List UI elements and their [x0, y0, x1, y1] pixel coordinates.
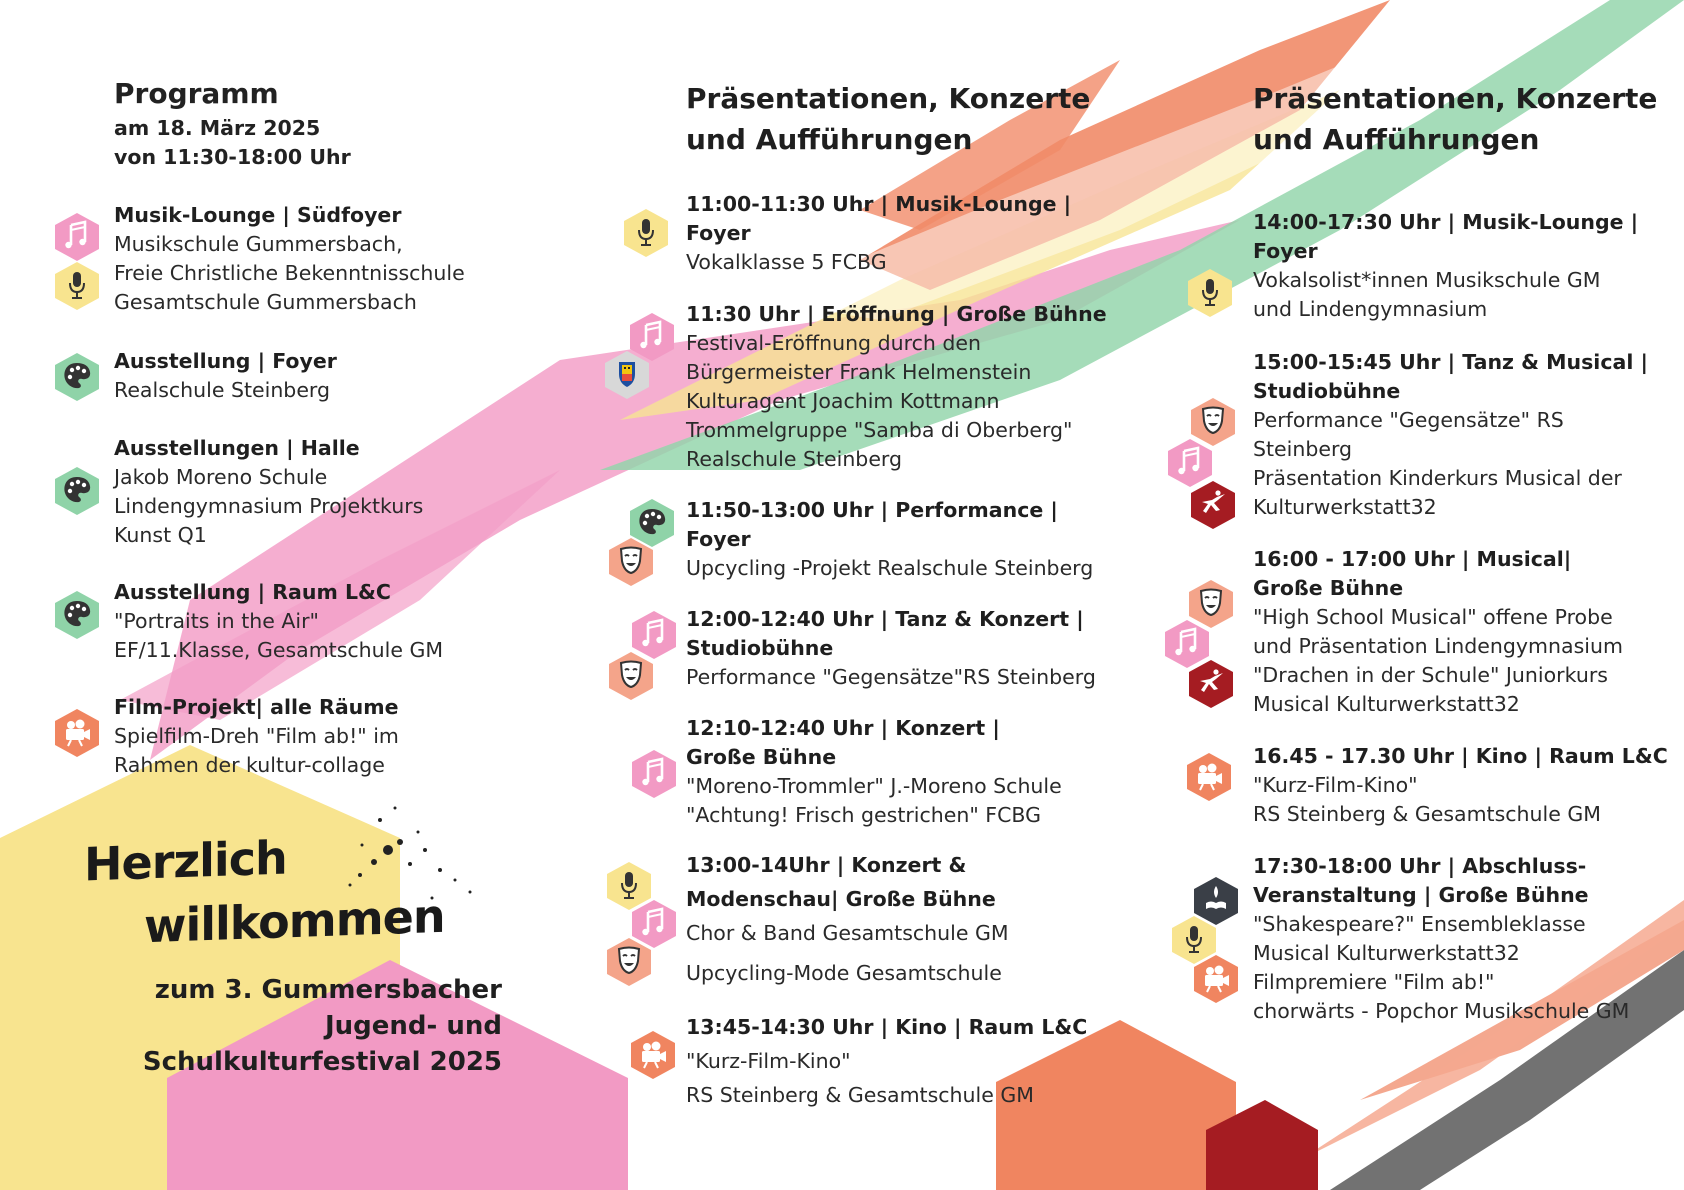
entry-title: 11:30 Uhr | Eröffnung | Große Bühne [686, 302, 1107, 326]
entry-title: Studiobühne [1253, 379, 1401, 403]
subtitle-line: Jugend- und [324, 1011, 502, 1041]
entry-line: "High School Musical" offene Probe [1253, 605, 1613, 629]
entry-title: 17:30-18:00 Uhr | Abschluss- [1253, 854, 1587, 878]
entry-line: Performance "Gegensätze"RS Steinberg [686, 665, 1096, 689]
music-icon [54, 212, 100, 262]
entry-line: Spielfilm-Dreh "Film ab!" im [114, 724, 399, 748]
entry-line: Präsentation Kinderkurs Musical der [1253, 466, 1622, 490]
dancer-icon [1190, 480, 1236, 530]
microphone-icon [1187, 268, 1233, 318]
entry-title: 15:00-15:45 Uhr | Tanz & Musical | [1253, 350, 1648, 374]
camera-icon [630, 1030, 676, 1080]
theater-mask-icon [608, 651, 654, 701]
event-entry [686, 496, 1093, 583]
event-entry [686, 605, 1096, 692]
entry-line: Lindengymnasium Projektkurs [114, 494, 424, 518]
program-entry [114, 201, 465, 317]
entry-title: Foyer [686, 527, 751, 551]
event-entry [686, 300, 1107, 474]
palette-icon [54, 352, 100, 402]
entry-line: und Lindengymnasium [1253, 297, 1488, 321]
entry-line: Vokalsolist*innen Musikschule GM [1253, 268, 1601, 292]
entry-line: Gesamtschule Gummersbach [114, 290, 417, 314]
microphone-icon [54, 261, 100, 311]
entry-title: Ausstellungen | Halle [114, 436, 360, 460]
entry-line: Jakob Moreno Schule [114, 465, 328, 489]
welcome-line2: willkommen [144, 888, 445, 954]
program-time: von 11:30-18:00 Uhr [114, 145, 351, 169]
entry-line: Bürgermeister Frank Helmenstein [686, 360, 1032, 384]
heading-line: Präsentationen, Konzerte [686, 82, 1091, 115]
entry-line: chorwärts - Popchor Musikschule GM [1253, 999, 1630, 1023]
entry-title: Große Bühne [686, 745, 837, 769]
program-entry [114, 434, 423, 550]
camera-icon [1193, 954, 1239, 1004]
subtitle-line: Schulkulturfestival 2025 [142, 1047, 502, 1077]
entry-title: Modenschau| Große Bühne [686, 887, 996, 911]
entry-line: Freie Christliche Bekenntnisschule [114, 261, 465, 285]
event-entry [686, 848, 1009, 990]
theater-mask-icon [608, 537, 654, 587]
music-icon [631, 749, 677, 799]
event-entry [686, 190, 1071, 277]
entry-title: Große Bühne [1253, 576, 1404, 600]
welcome-line1: Herzlich [84, 830, 287, 892]
program-date: am 18. März 2025 [114, 116, 321, 140]
dancer-icon [1188, 659, 1234, 709]
palette-icon [54, 590, 100, 640]
entry-line: Steinberg [1253, 437, 1353, 461]
entry-line: "Achtung! Frisch gestrichen" FCBG [686, 803, 1041, 827]
heading-line: und Aufführungen [1253, 123, 1540, 156]
entry-line: Kulturwerkstatt32 [1253, 495, 1437, 519]
theater-mask-icon [606, 937, 652, 987]
entry-title: 12:10-12:40 Uhr | Konzert | [686, 716, 1000, 740]
entry-line: "Moreno-Trommler" J.-Moreno Schule [686, 774, 1062, 798]
subtitle-line: zum 3. Gummersbacher [154, 975, 502, 1005]
entry-title: 13:00-14Uhr | Konzert & [686, 853, 967, 877]
entry-title: Musik-Lounge | Südfoyer [114, 203, 402, 227]
coat-of-arms-icon [604, 350, 650, 400]
entry-line: Chor & Band Gesamtschule GM [686, 921, 1009, 945]
entry-line: Vokalklasse 5 FCBG [686, 250, 887, 274]
event-entry [1253, 545, 1623, 719]
entry-line: "Kurz-Film-Kino" [1253, 773, 1418, 797]
entry-line: Realschule Steinberg [114, 378, 331, 402]
column-program [114, 74, 351, 172]
event-entry [1253, 852, 1629, 1026]
entry-line: Musikschule Gummersbach, [114, 232, 403, 256]
entry-title: Veranstaltung | Große Bühne [1253, 883, 1589, 907]
welcome-subtitle [82, 972, 502, 1080]
event-entry [686, 714, 1062, 830]
entry-title: 11:00-11:30 Uhr | Musik-Lounge | [686, 192, 1072, 216]
entry-line: Festival-Eröffnung durch den [686, 331, 981, 355]
entry-line: Musical Kulturwerkstatt32 [1253, 941, 1520, 965]
entry-line: Upcycling-Mode Gesamtschule [686, 961, 1002, 985]
camera-icon [54, 708, 100, 758]
column2-heading [686, 78, 1090, 160]
entry-line: "Kurz-Film-Kino" [686, 1049, 851, 1073]
entry-line: und Präsentation Lindengymnasium [1253, 634, 1623, 658]
program-entry [114, 578, 443, 665]
entry-title: 16.45 - 17.30 Uhr | Kino | Raum L&C [1253, 744, 1668, 768]
camera-icon [1186, 752, 1232, 802]
program-title: Programm [114, 77, 279, 110]
entry-title: 12:00-12:40 Uhr | Tanz & Konzert | [686, 607, 1084, 631]
event-entry [1253, 348, 1648, 522]
entry-line: RS Steinberg & Gesamtschule GM [686, 1083, 1034, 1107]
entry-line: EF/11.Klasse, Gesamtschule GM [114, 638, 444, 662]
entry-line: "Drachen in der Schule" Juniorkurs [1253, 663, 1608, 687]
entry-line: Musical Kulturwerkstatt32 [1253, 692, 1520, 716]
microphone-icon [623, 208, 669, 258]
entry-title: 14:00-17:30 Uhr | Musik-Lounge | [1253, 210, 1639, 234]
entry-line: Filmpremiere "Film ab!" [1253, 970, 1495, 994]
heading-line: und Aufführungen [686, 123, 973, 156]
entry-title: 16:00 - 17:00 Uhr | Musical| [1253, 547, 1572, 571]
event-entry [1253, 208, 1638, 324]
entry-line: Kunst Q1 [114, 523, 207, 547]
entry-line: "Shakespeare?" Ensembleklasse [1253, 912, 1586, 936]
entry-line: Realschule Steinberg [686, 447, 903, 471]
entry-title: 11:50-13:00 Uhr | Performance | [686, 498, 1058, 522]
column3-heading [1253, 78, 1657, 160]
entry-title: Studiobühne [686, 636, 834, 660]
entry-line: Trommelgruppe "Samba di Oberberg" [686, 418, 1073, 442]
entry-line: Upcycling -Projekt Realschule Steinberg [686, 556, 1094, 580]
entry-title: Foyer [686, 221, 751, 245]
event-entry [686, 1010, 1087, 1112]
palette-icon [54, 466, 100, 516]
entry-line: Kulturagent Joachim Kottmann [686, 389, 1000, 413]
entry-title: Film-Projekt| alle Räume [114, 695, 399, 719]
entry-title: Ausstellung | Raum L&C [114, 580, 391, 604]
entry-line: RS Steinberg & Gesamtschule GM [1253, 802, 1601, 826]
entry-line: Performance "Gegensätze" RS [1253, 408, 1564, 432]
program-entry [114, 347, 337, 405]
entry-title: Foyer [1253, 239, 1318, 263]
entry-line: "Portraits in the Air" [114, 609, 319, 633]
event-entry [1253, 742, 1668, 829]
entry-title: 13:45-14:30 Uhr | Kino | Raum L&C [686, 1015, 1088, 1039]
heading-line: Präsentationen, Konzerte [1253, 82, 1658, 115]
entry-line: Rahmen der kultur-collage [114, 753, 385, 777]
program-entry [114, 693, 399, 780]
entry-title: Ausstellung | Foyer [114, 349, 337, 373]
